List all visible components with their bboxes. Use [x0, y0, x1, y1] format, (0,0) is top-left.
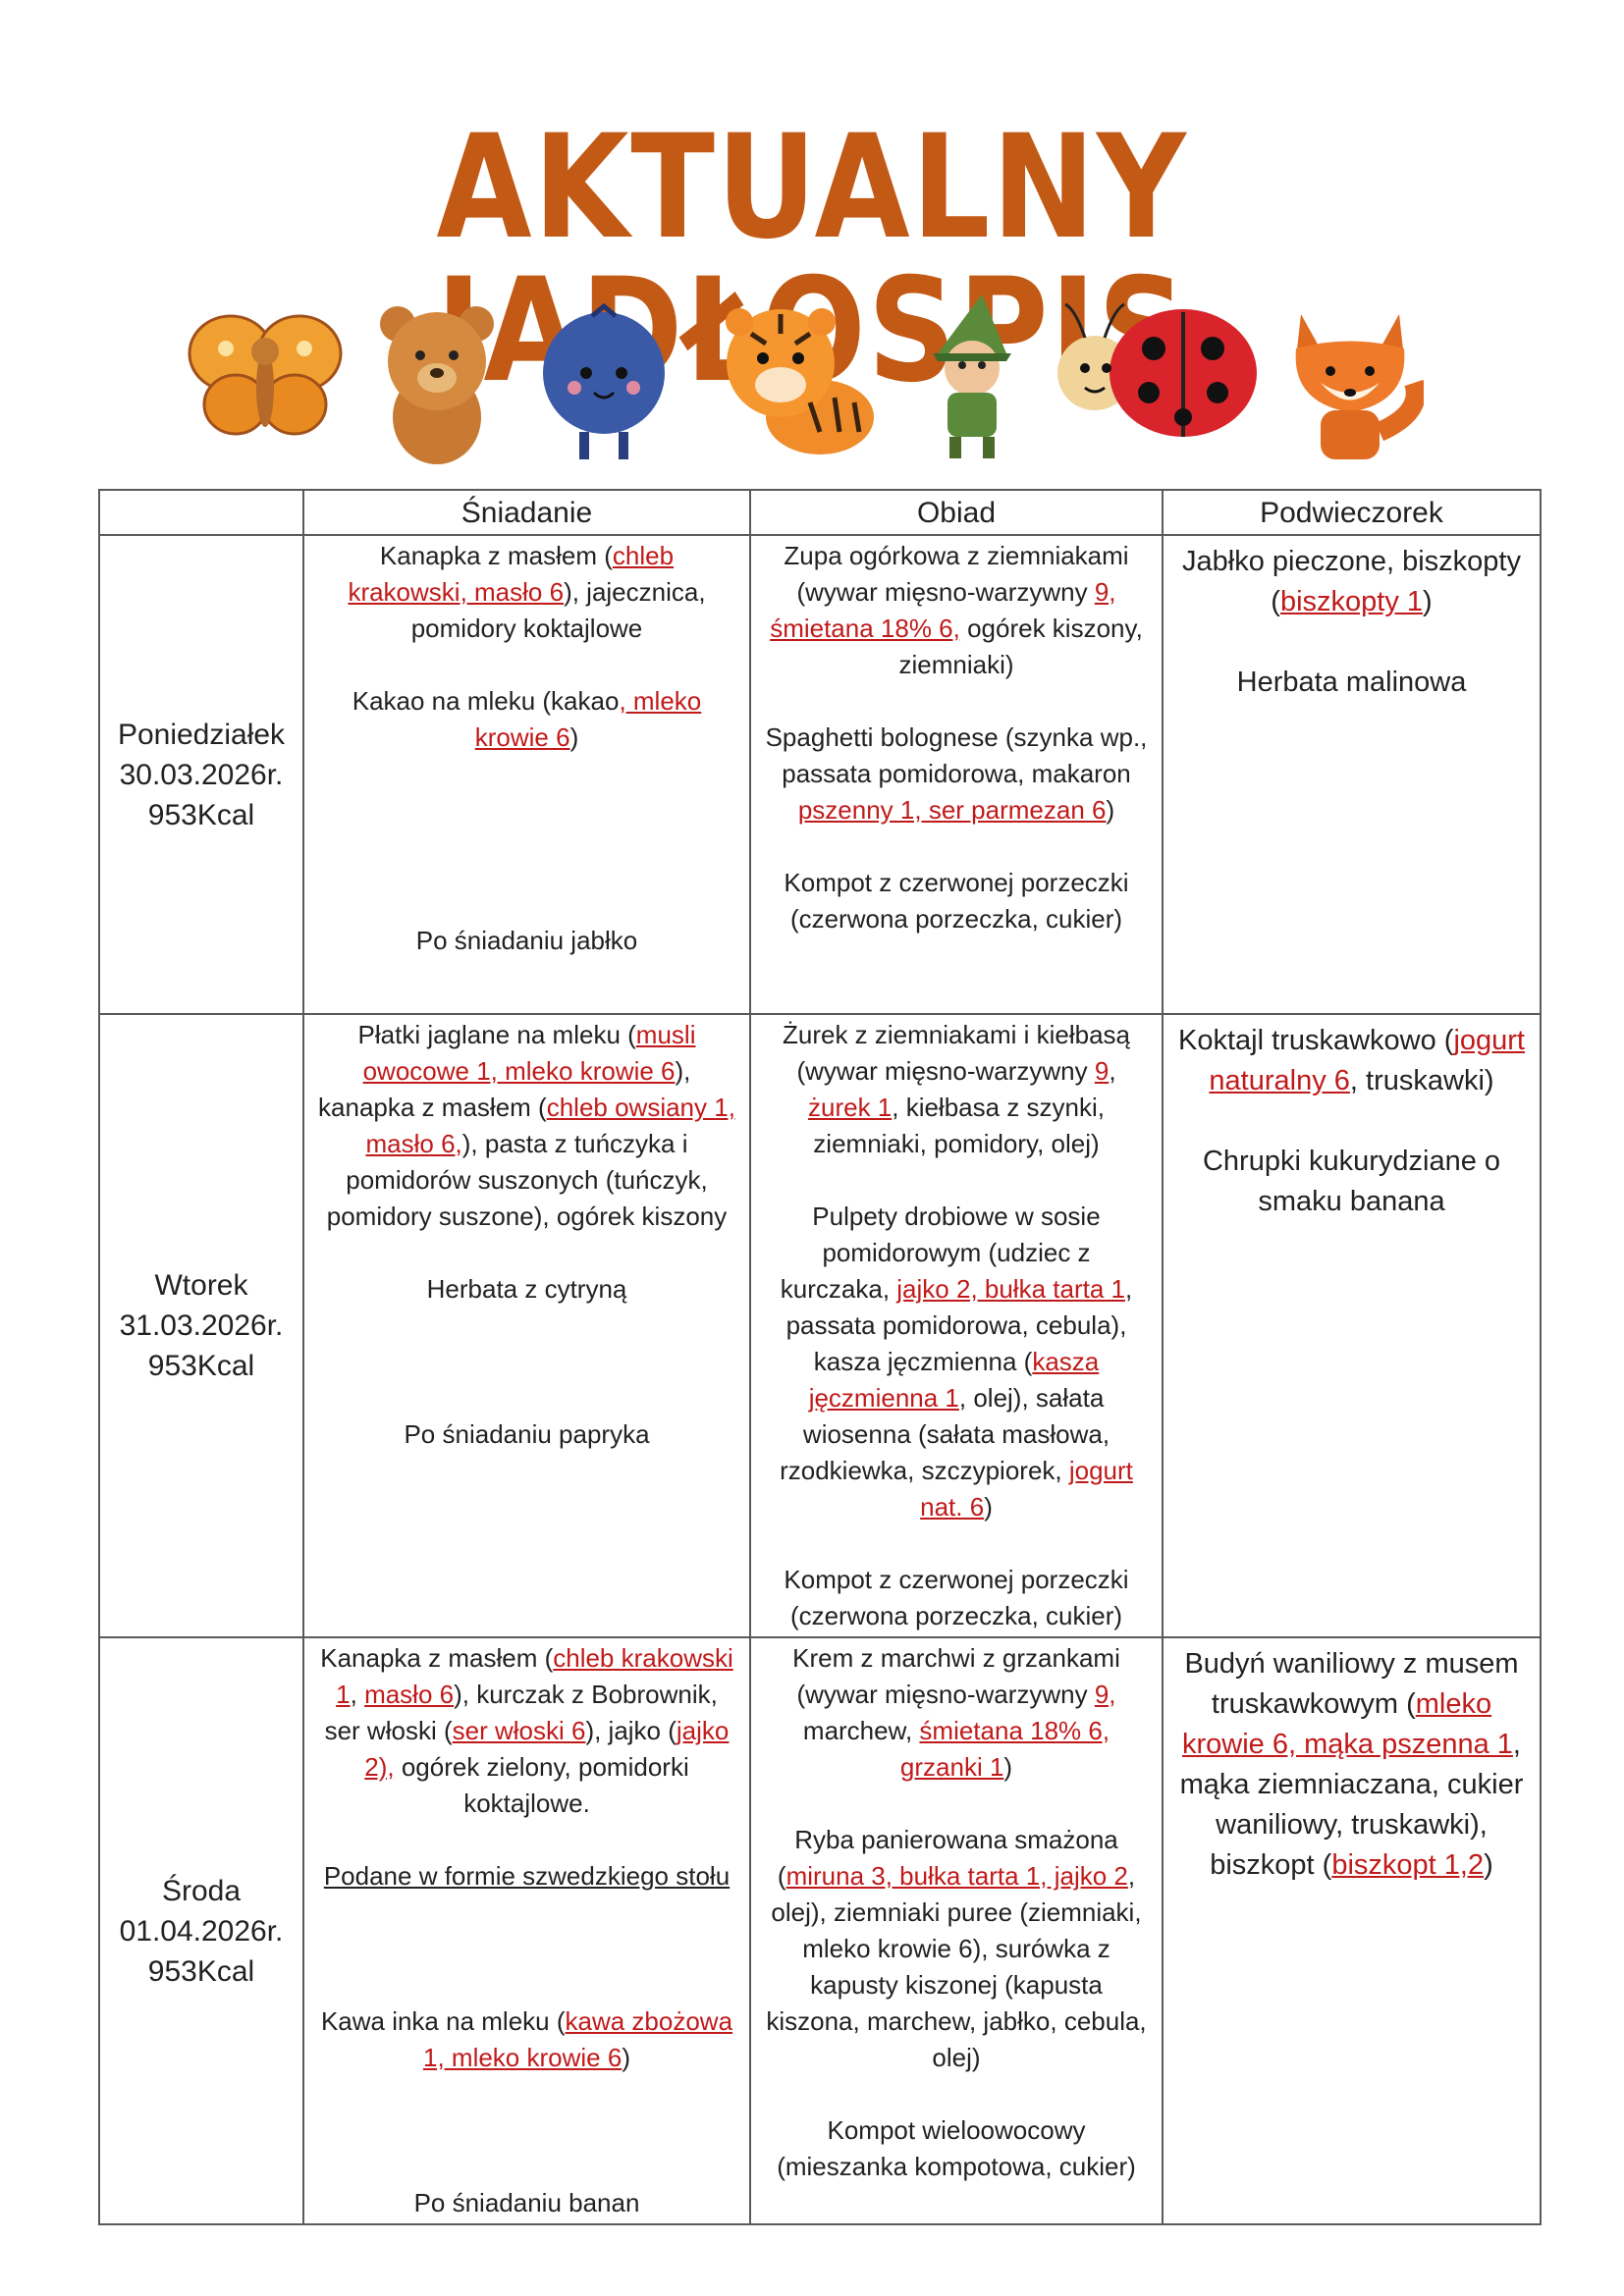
text: Kawa inka na mleku ( — [320, 2006, 566, 2036]
allergen: kawa zbożowa 1, mleko krowie 6 — [423, 2006, 733, 2072]
text: ogórek zielony, pomidorki koktajlowe. — [394, 1752, 689, 1818]
day-cell — [99, 1637, 303, 2224]
snack-cell — [1163, 1637, 1541, 2224]
text: Kompot z czerwonej porzeczki (czerwona porzeczka, cukier) — [784, 868, 1129, 934]
allergen: chleb krakowski 1 — [336, 1643, 733, 1709]
allergen: 9, śmietana 18% 6, — [770, 577, 1116, 643]
allergen: masło 6 — [364, 1680, 455, 1709]
buffet-note: Podane w formie szwedzkiego stołu — [323, 1861, 731, 1891]
lunch-cell — [750, 535, 1163, 1014]
bear-icon — [363, 294, 511, 466]
text: , olej), ziemniaki puree (ziemniaki, mleko krowie 6), surówka z kapusty kiszonej (kapusta kiszona, marchew, jabłko, cebula, olej) — [766, 1861, 1147, 2072]
allergen: mleko krowie 6, mąka pszenna 1 — [1182, 1688, 1513, 1760]
header-row — [99, 490, 1541, 535]
breakfast-cell — [303, 1637, 750, 2224]
text: Płatki jaglane na mleku ( — [357, 1020, 636, 1049]
text: marchew, — [802, 1716, 920, 1745]
text: Chrupki kukurydziane o smaku banana — [1202, 1146, 1501, 1217]
text: ) — [622, 2043, 630, 2072]
text: ), jajko ( — [585, 1716, 677, 1745]
text: ) — [1106, 795, 1115, 825]
text: Krem z marchwi z grzankami (wywar mięsno-warzywny — [792, 1643, 1120, 1709]
allergen: biszkopt 1,2 — [1331, 1849, 1485, 1881]
lunch-cell — [750, 1014, 1163, 1637]
after-breakfast: Po śniadaniu jabłko — [415, 926, 638, 955]
text: ogórek kiszony, ziemniaki) — [898, 614, 1143, 679]
day-row — [99, 1014, 1541, 1637]
snack-cell — [1163, 1014, 1541, 1637]
after-breakfast: Po śniadaniu banan — [413, 2188, 640, 2217]
butterfly-icon — [187, 294, 344, 452]
text: Herbata malinowa — [1236, 667, 1467, 698]
day-date: 01.04.2026r. — [119, 1914, 284, 1948]
header-breakfast: Śniadanie — [303, 490, 750, 535]
text: Herbata z cytryną — [426, 1274, 627, 1304]
text: , truskawki) — [1349, 1065, 1494, 1096]
tiger-icon — [712, 294, 889, 466]
allergen: kasza jęczmienna 1 — [808, 1347, 1100, 1413]
text: ), jajecznica, pomidory koktajlowe — [410, 577, 706, 643]
allergen: jogurt naturalny 6 — [1209, 1025, 1525, 1096]
allergen: chleb owsiany 1, masło 6, — [365, 1093, 735, 1158]
text: ) — [984, 1492, 993, 1522]
text: Żurek z ziemniakami i kiełbasą (wywar mięsno-warzywny — [782, 1020, 1130, 1086]
text: ) — [569, 722, 579, 752]
lunch-cell — [750, 1637, 1163, 2224]
text: Koktajl truskawkowo ( — [1178, 1025, 1454, 1056]
page-title: AKTUALNY — [436, 104, 1188, 271]
fox-icon — [1276, 294, 1424, 471]
text: ) — [1003, 1752, 1013, 1782]
day-name: Wtorek — [154, 1269, 248, 1302]
allergen: musli owocowe 1, mleko krowie 6 — [362, 1020, 696, 1086]
allergen: śmietana 18% 6, grzanki 1 — [899, 1716, 1110, 1782]
day-cell — [99, 535, 303, 1014]
header-snack: Podwieczorek — [1163, 490, 1541, 535]
breakfast-cell — [303, 535, 750, 1014]
text: ), pasta z tuńczyka i pomidorów suszonych (tuńczyk, pomidory suszone), ogórek kiszony — [326, 1129, 728, 1231]
day-kcal: 953Kcal — [147, 798, 255, 831]
text: Kompot z czerwonej porzeczki (czerwona porzeczka, cukier) — [784, 1565, 1129, 1630]
text: Kakao na mleku (kakao — [352, 686, 620, 716]
text: , mąka ziemniaczana, cukier waniliowy, truskawki), biszkopt ( — [1179, 1729, 1524, 1881]
text: , olej), sałata wiosenna (sałata masłowa, rzodkiewka, szczypiorek, — [780, 1383, 1110, 1485]
allergen: biszkopty 1 — [1279, 586, 1424, 617]
animal-illustrations — [187, 294, 1434, 491]
day-name: Poniedziałek — [117, 718, 286, 751]
text: ), kanapka z masłem ( — [318, 1056, 691, 1122]
text: Kompot wieloowocowy (mieszanka kompotowa, cukier) — [777, 2115, 1136, 2181]
allergen: pszenny 1, ser parmezan 6 — [797, 795, 1107, 825]
text: Pulpety drobiowe w sosie pomidorowym (udziec z kurczaka, — [780, 1201, 1101, 1304]
day-cell — [99, 1014, 303, 1637]
day-date: 30.03.2026r. — [119, 758, 284, 791]
allergen: jajko 2, bułka tarta 1 — [896, 1274, 1125, 1304]
snack-cell — [1163, 535, 1541, 1014]
ladybug-icon — [1046, 294, 1262, 461]
allergen: żurek 1 — [807, 1093, 893, 1122]
menu-table — [98, 489, 1542, 2225]
allergen: jogurt nat. 6 — [920, 1456, 1133, 1522]
allergen: ser włoski 6 — [452, 1716, 586, 1745]
text: Budyń waniliowy z musem truskawkowym ( — [1184, 1648, 1519, 1720]
text: Kanapka z masłem ( — [379, 541, 613, 570]
text: , kiełbasa z szynki, ziemniaki, pomidory, olej) — [813, 1093, 1105, 1158]
text: Spaghetti bolognese (szynka wp., passata pomidorowa, makaron — [765, 722, 1148, 788]
allergen: jajko 2), — [364, 1716, 730, 1782]
header-lunch: Obiad — [750, 490, 1163, 535]
day-row — [99, 535, 1541, 1014]
blueberry-icon — [535, 294, 673, 466]
text: , — [350, 1680, 365, 1709]
elf-icon — [908, 294, 1036, 466]
allergen: miruna 3, bułka tarta 1, jajko 2 — [785, 1861, 1128, 1891]
text: , — [1109, 1056, 1116, 1086]
text: Ryba panierowana smażona ( — [777, 1825, 1118, 1891]
allergen: , mleko krowie 6 — [474, 686, 702, 752]
text: , passata pomidorowa, cebula), kasza jęczmienna ( — [785, 1274, 1133, 1376]
day-row — [99, 1637, 1541, 2224]
breakfast-cell — [303, 1014, 750, 1637]
text: Kanapka z masłem ( — [320, 1643, 554, 1673]
text: Jabłko pieczone, biszkopty ( — [1182, 546, 1521, 617]
day-date: 31.03.2026r. — [119, 1309, 284, 1342]
text: ), kurczak z Bobrownik, ser włoski ( — [324, 1680, 718, 1745]
text: Zupa ogórkowa z ziemniakami (wywar mięsno-warzywny — [784, 541, 1129, 607]
day-kcal: 953Kcal — [147, 1350, 255, 1382]
corner-cell — [99, 490, 303, 535]
allergen: 9, — [1094, 1680, 1116, 1709]
text: ) — [1484, 1849, 1493, 1881]
day-name: Środa — [161, 1874, 242, 1907]
after-breakfast: Po śniadaniu papryka — [404, 1419, 650, 1449]
allergen: chleb krakowski, masło 6 — [348, 541, 675, 607]
day-kcal: 953Kcal — [147, 1954, 255, 1988]
text: ) — [1423, 586, 1433, 617]
allergen: 9 — [1094, 1056, 1110, 1086]
